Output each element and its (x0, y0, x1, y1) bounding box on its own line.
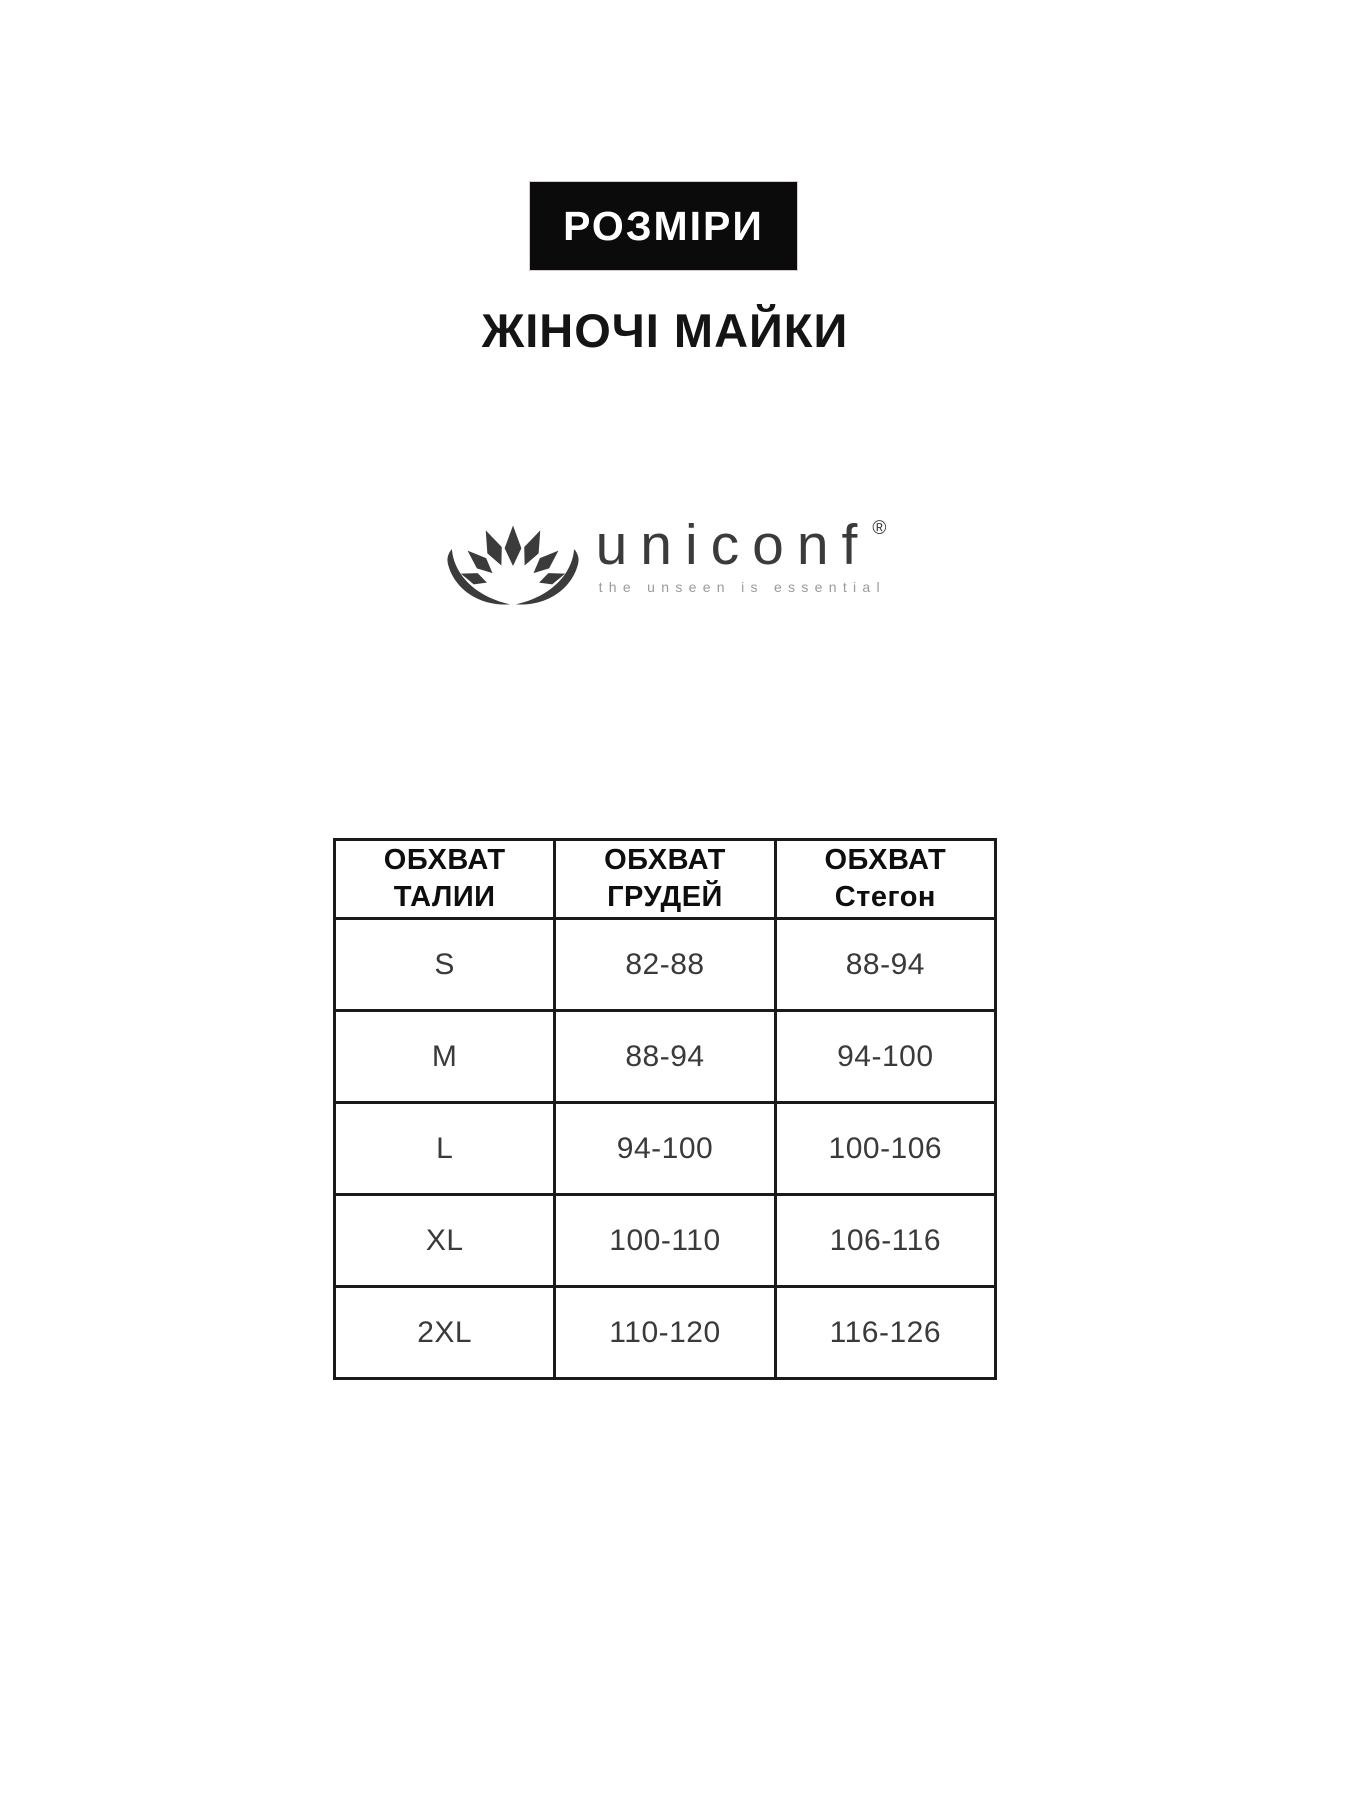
brand-wordmark-row (595, 513, 887, 577)
size-cell: M (335, 1011, 555, 1103)
header-line: ТАЛИИ (393, 881, 496, 913)
brand-logo (0, 506, 1330, 612)
table-row (335, 1195, 996, 1287)
lotus-icon (444, 512, 582, 612)
header-cell-chest (555, 840, 775, 919)
table-header-row (335, 840, 996, 919)
page-title: РОЗМІРИ (563, 202, 764, 249)
header-line: ГРУДЕЙ (607, 881, 723, 913)
header-line: Стегон (834, 881, 936, 913)
table-row (335, 1103, 996, 1195)
hips-cell: 88-94 (775, 919, 995, 1011)
chest-cell: 110-120 (555, 1287, 775, 1379)
title-box (530, 182, 797, 270)
header-cell-waist (335, 840, 555, 919)
chest-cell: 82-88 (555, 919, 775, 1011)
size-cell: L (335, 1103, 555, 1195)
size-cell: XL (335, 1195, 555, 1287)
size-table (333, 838, 997, 1380)
brand-logo-text (595, 513, 887, 595)
registered-trademark-icon: ® (872, 518, 887, 539)
header-cell-hips (775, 840, 995, 919)
hips-cell: 106-116 (775, 1195, 995, 1287)
size-cell: 2XL (335, 1287, 555, 1379)
page-subtitle: ЖІНОЧІ МАЙКИ (481, 304, 849, 357)
hips-cell: 100-106 (775, 1103, 995, 1195)
hips-cell: 116-126 (775, 1287, 995, 1379)
hips-cell: 94-100 (775, 1011, 995, 1103)
header-line: ОБХВАТ (383, 844, 506, 876)
header-line: ОБХВАТ (604, 844, 726, 876)
table-row (335, 1287, 996, 1379)
table-row (335, 919, 996, 1011)
chest-cell: 88-94 (555, 1011, 775, 1103)
size-cell: S (335, 919, 555, 1011)
brand-wordmark: uniconf (595, 513, 871, 577)
brand-tagline: the unseen is essential (598, 579, 886, 595)
header-line: ОБХВАТ (824, 844, 947, 876)
chest-cell: 94-100 (555, 1103, 775, 1195)
chest-cell: 100-110 (555, 1195, 775, 1287)
table-row (335, 1011, 996, 1103)
